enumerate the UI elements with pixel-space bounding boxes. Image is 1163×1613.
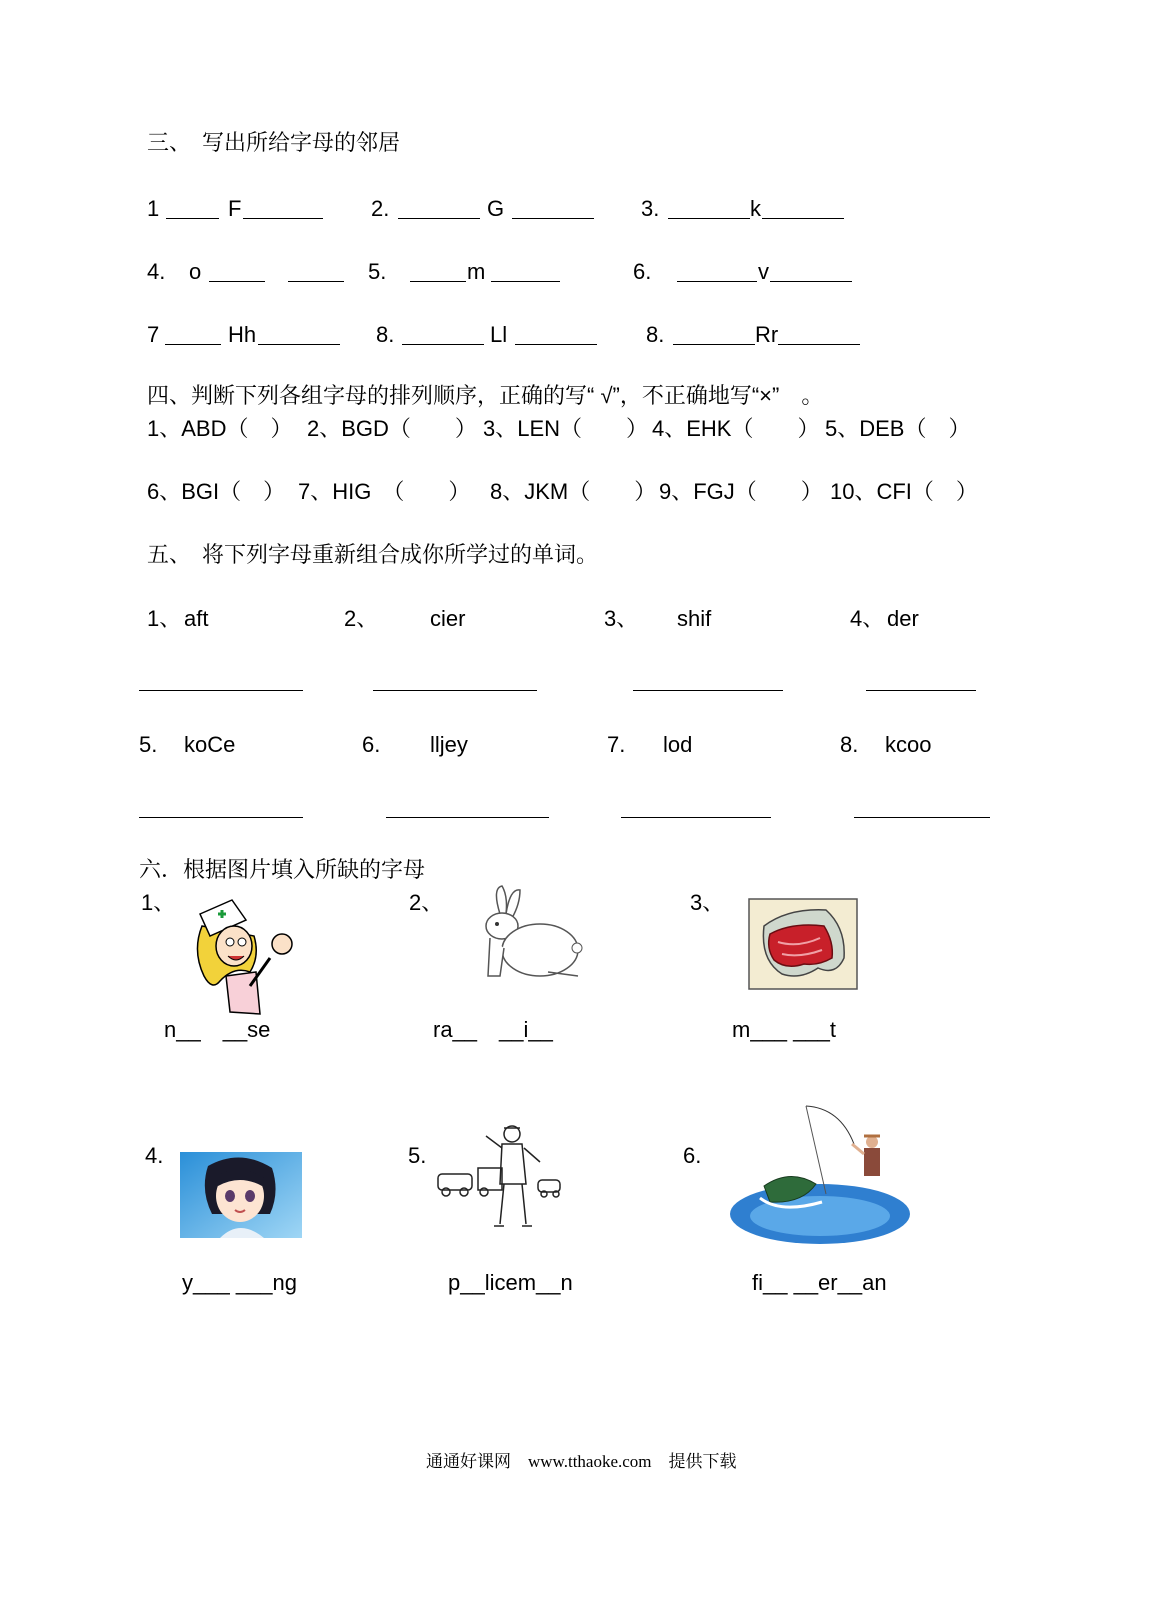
s3-r2-num3: 6. [633,259,652,284]
answer-line[interactable] [386,817,549,818]
s6-word2: ra__ __i__ [433,1017,553,1042]
blank[interactable] [243,218,323,219]
blank[interactable] [778,344,860,345]
s6-num4: 4. [145,1143,164,1168]
policeman-picture [436,1120,566,1232]
s5-r2-num1: 5. [139,732,158,757]
blank[interactable] [668,218,750,219]
footer-credit: 通通好课网 www.tthaoke.com 提供下载 [426,1452,737,1471]
s5-r1-num3: 3、 [604,606,639,631]
blank[interactable] [677,281,757,282]
s5-r1-word1: aft [184,606,209,631]
blank[interactable] [402,344,484,345]
s6-num2: 2、 [409,890,444,915]
answer-line[interactable] [139,690,303,691]
s5-r1-word2: cier [430,606,466,631]
s5-r2-word1: koCe [184,732,236,757]
s6-num6: 6. [683,1143,702,1168]
blank[interactable] [288,281,344,282]
meat-picture [748,898,858,990]
s3-r1-letter1: F [228,196,242,221]
s3-r2-letter3: v [758,259,769,284]
s6-word6: fi__ __er__an [752,1270,887,1295]
s3-r1-num1: 1 [147,196,160,221]
s5-r2-word2: lljey [430,732,468,757]
blank[interactable] [491,281,560,282]
blank[interactable] [209,281,265,282]
blank[interactable] [770,281,852,282]
answer-line[interactable] [621,817,771,818]
s4-r2-item1: 6、BGI（ ） [147,479,286,504]
blank[interactable] [515,344,597,345]
s3-r3-letter1: Hh [228,322,257,347]
blank[interactable] [512,218,594,219]
s4-r1-item5: 5、DEB（ ） [825,416,971,441]
s3-r2-num1: 4. [147,259,166,284]
answer-line[interactable] [854,817,990,818]
s4-r2-item3: 8、JKM（ ） [490,479,657,504]
answer-line[interactable] [866,690,976,691]
s4-r2-item5: 10、CFI（ ） [830,479,978,504]
s5-r2-word3: lod [663,732,693,757]
s3-r1-num3: 3. [641,196,660,221]
s6-num3: 3、 [690,890,725,915]
blank[interactable] [410,281,466,282]
blank[interactable] [258,344,340,345]
s3-r1-letter2: G [487,196,505,221]
blank[interactable] [762,218,844,219]
s5-r1-word4: der [887,606,919,631]
s3-r2-letter1: o [189,259,202,284]
s5-r2-num2: 6. [362,732,381,757]
s4-r2-item2: 7、HIG （ ） [298,479,471,504]
s3-r2-letter2: m [467,259,486,284]
fisherman-picture [730,1104,912,1248]
section-3-title: 三、 写出所给字母的邻居 [147,130,401,155]
answer-line[interactable] [139,817,303,818]
s5-r2-num3: 7. [607,732,626,757]
s5-r1-word3: shif [677,606,712,631]
s5-r2-num4: 8. [840,732,859,757]
answer-line[interactable] [633,690,783,691]
rabbit-picture [470,884,584,984]
section-4-title: 四、判断下列各组字母的排列顺序，正确的写“ √”，不正确地写“×” 。 [147,383,824,408]
s3-r3-num3: 8. [646,322,665,347]
young-girl-picture [180,1152,302,1238]
s5-r1-num4: 4、 [850,606,885,631]
s4-r2-item4: 9、FGJ（ ） [659,479,823,504]
s6-num1: 1、 [141,890,176,915]
s5-r2-word4: kcoo [885,732,932,757]
s6-word4: y___ ___ng [182,1270,297,1295]
s5-r1-num1: 1、 [147,606,182,631]
s6-word3: m___ ___t [732,1017,836,1042]
section-5-title: 五、 将下列字母重新组合成你所学过的单词。 [147,542,599,567]
s3-r3-num2: 8. [376,322,395,347]
s3-r3-letter2: Ll [490,322,508,347]
s4-r1-item2: 2、BGD（ ） [307,416,477,441]
blank[interactable] [165,344,221,345]
s3-r2-num2: 5. [368,259,387,284]
blank[interactable] [673,344,755,345]
answer-line[interactable] [373,690,537,691]
s3-r3-num1: 7 [147,322,160,347]
s4-r1-item3: 3、LEN（ ） [483,416,649,441]
s6-word1: n__ __se [164,1017,271,1042]
s3-r1-letter3: k [750,196,761,221]
s6-word5: p__licem__n [448,1270,573,1295]
s3-r1-num2: 2. [371,196,390,221]
s5-r1-num2: 2、 [344,606,379,631]
s3-r3-letter3: Rr [755,322,779,347]
s6-num5: 5. [408,1143,427,1168]
s4-r1-item1: 1、ABD（ ） [147,416,293,441]
s4-r1-item4: 4、EHK（ ） [652,416,820,441]
nurse-picture [190,896,302,1020]
blank[interactable] [166,218,219,219]
blank[interactable] [398,218,480,219]
section-6-title: 六．根据图片填入所缺的字母 [139,857,426,882]
